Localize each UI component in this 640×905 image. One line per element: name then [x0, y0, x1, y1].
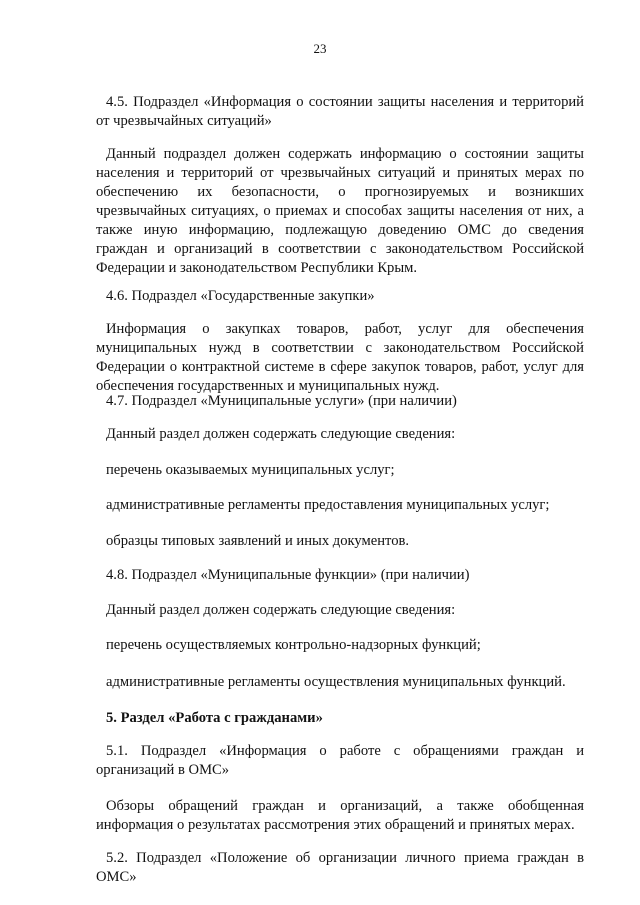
heading-5-2: 5.2. Подраздел «Положение об организации личного приема граждан в ОМС» [96, 850, 584, 885]
paragraph-4-6-body: Информация о закупках товаров, работ, услуг для обеспечения муниципальных нужд в соответствии с законодательством Российской Федерации о контрактной системе в сфере закупок товаров, работ, услуг для обеспечения государственных и муниципальных нужд. [96, 321, 584, 394]
heading-4-7: 4.7. Подраздел «Муниципальные услуги» (при наличии) [106, 393, 457, 409]
paragraph-4-7-intro: Данный раздел должен содержать следующие сведения: [106, 426, 456, 442]
page-number: 23 [313, 41, 327, 56]
paragraph-4-5-body: Данный подраздел должен содержать информацию о состоянии защиты населения и территорий от чрезвычайных ситуаций и принятых мерах по обеспечению их безопасности, о прогнозируемых и возникших чрезвычайных ситуациях, о приемах и способах защиты населения от них, а также иную информацию, подлежащую доведению ОМС до сведения граждан и организаций в соответствии с законодательством Российской Федерации и законодательством Республики Крым. [96, 146, 584, 276]
heading-4-8: 4.8. Подраздел «Муниципальные функции» (при наличии) [106, 567, 470, 583]
list-item: административные регламенты осуществления муниципальных функций. [106, 674, 566, 690]
list-item: образцы типовых заявлений и иных документов. [106, 533, 410, 549]
list-item: перечень оказываемых муниципальных услуг; [106, 462, 395, 478]
heading-5-1: 5.1. Подраздел «Информация о работе с обращениями граждан и организаций в ОМС» [96, 743, 584, 778]
heading-4-5: 4.5. Подраздел «Информация о состоянии защиты населения и территорий от чрезвычайных ситуаций» [96, 94, 584, 129]
list-item: административные регламенты предоставления муниципальных услуг; [106, 497, 550, 513]
list-item: перечень осуществляемых контрольно-надзорных функций; [106, 637, 481, 653]
paragraph-5-1-body: Обзоры обращений граждан и организаций, а также обобщенная информация о результатах рассмотрения этих обращений и принятых мерах. [96, 798, 584, 833]
paragraph-4-8-intro: Данный раздел должен содержать следующие сведения: [106, 602, 456, 618]
heading-4-6: 4.6. Подраздел «Государственные закупки» [106, 288, 375, 304]
heading-section-5: 5. Раздел «Работа с гражданами» [106, 710, 323, 726]
